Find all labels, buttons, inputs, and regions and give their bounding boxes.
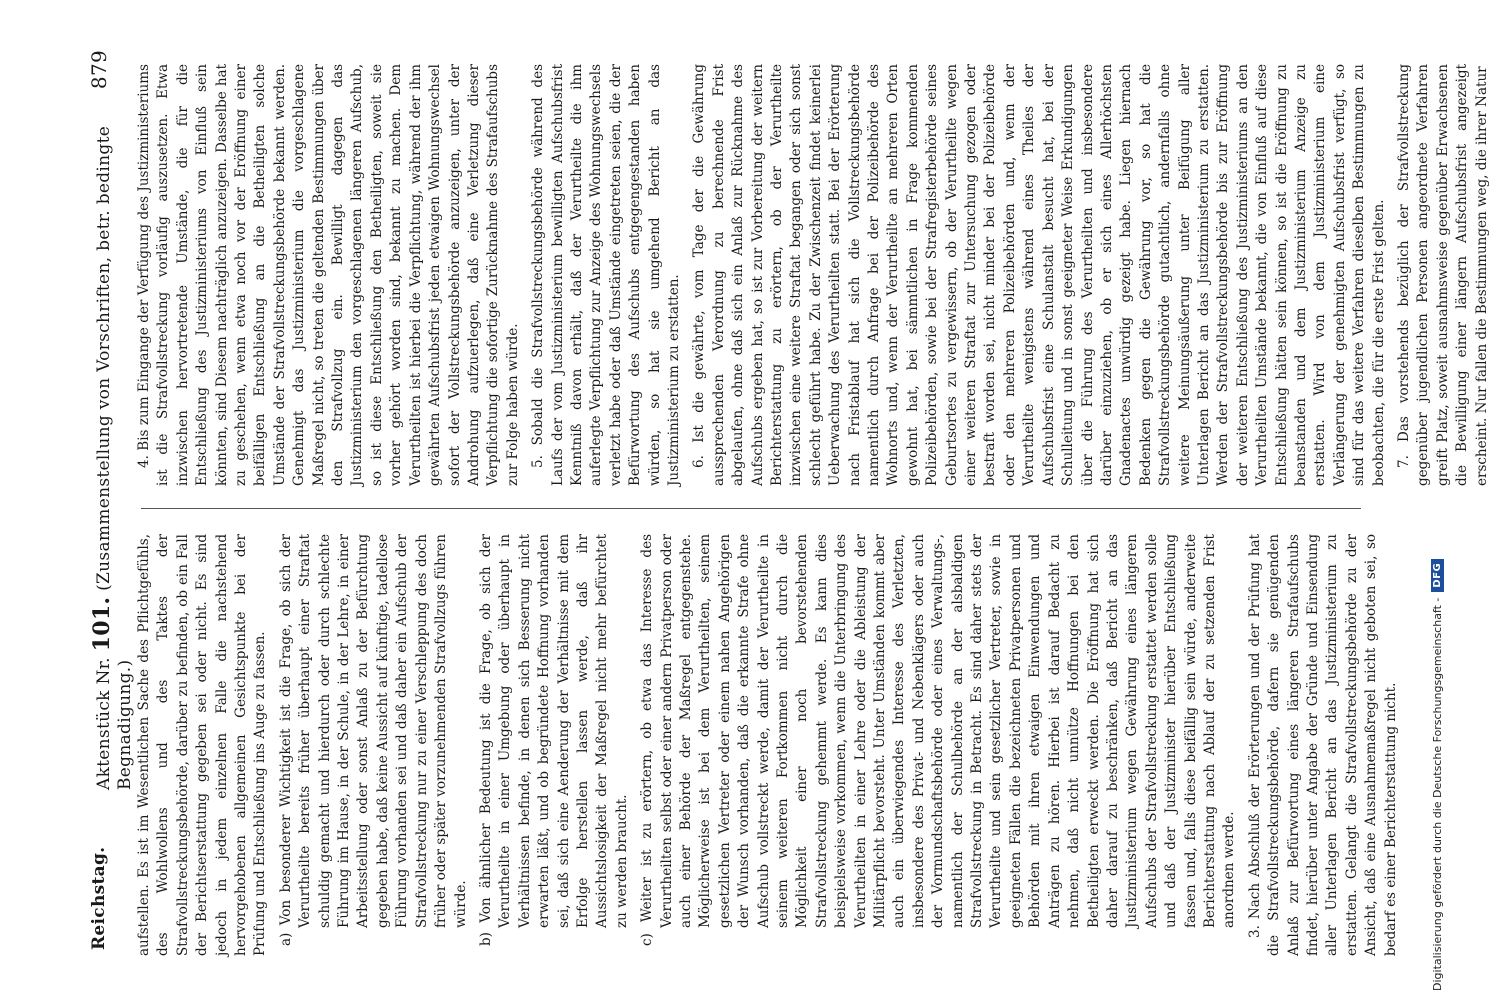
header-prefix: Aktenstück Nr. (94, 657, 114, 790)
document-number: 101. (89, 596, 115, 652)
paragraph-c: c) Weiter ist zu erörtern, ob etwa das Interesse des Verurtheilten selbst oder einer andern Privatperson oder auch einer Behörde der Maßregel entgegenstehe. Möglicherweise ist bei dem Verurtheilten, seinem gesetzlichen Vertreter oder einem nahen Angehörigen der Wunsch vorhanden, daß die erkannte Strafe ohne Aufschub vollstreckt werde, damit der Verurtheilte in seinem weiteren Fortkommen nicht durch die Möglichkeit einer noch bevorstehenden Strafvollstreckung gehemmt werde. Es kann dies beispielsweise vorkommen, wenn die Unterbringung des Verurtheilten in einer Lehre oder die Ableistung der Militärpflicht bevorsteht. Unter Umständen kommt aber auch ein überwiegendes Interesse des Verletzten, insbesondere des Privat- und Nebenklägers oder auch der Vormundschaftsbehörde oder eines Verwaltungs-, namentlich der Schulbehörde an der alsbaldigen Strafvollstreckung in Betracht. Es sind daher stets der Verurtheilte und sein gesetzlicher Vertreter, sowie in geeigneten Fällen die bezeichneten Privatpersonen und Behörden mit ihren etwaigen Einwendungen und Anträgen zu hören. Hierbei ist darauf Bedacht zu nehmen, daß nicht unnütze Hoffnungen bei den Betheiligten erweckt werden. Die Eröffnung hat sich daher darauf zu beschränken, daß Bericht an das Justizministerium wegen Gewährung eines längeren Aufschubs der Strafvollstreckung erstattet werden solle und daß der Justizminister hierüber Entschließung fassen und, falls diese beifällig sein würde, anderweite Berichterstattung nach Ablauf der zu setzenden Frist anordnen werde. (639, 534, 1238, 946)
sidebar-text (1425, 5, 1449, 995)
header-title (89, 50, 135, 790)
funding-credit: Digitalisierung gefördert durch die Deutsche Forschungsgemeinschaft - (1430, 597, 1444, 991)
page-number: 879 (87, 50, 111, 90)
page-header (83, 50, 135, 950)
column-divider (141, 508, 1361, 509)
paragraph-6: 6. Ist die gewährte, vom Tage der die Gewährung aussprechenden Verordnung zu berechnende Frist abgelaufen, ohne daß sich ein Anlaß zur Rücknahme des Aufschubs ergeben hat, so ist zur Vorbereitung der weitern Berichterstattung zu erörtern, ob der Verurtheilte inzwischen eine weitere Straftat begangen oder sich sonst schlecht geführt habe. Zu der Zwischenzeit findet keinerlei Ueberwachung des Verurtheilten statt. Bei der Erörterung nach Fristablauf hat sich die Vollstreckungsbehörde namentlich durch Anfrage bei der Polizeibehörde des Wohnorts und, wenn der Verurtheilte an mehreren Orten gewohnt hat, bei sämmtlichen in Frage kommenden Polizeibehörden, sowie bei der Strafregisterbehörde seines Geburtsortes zu vergewissern, ob der Verurtheilte wegen einer weiteren Straftat zur Untersuchung gezogen oder bestraft worden sei, nicht minder bei der Polizeibehörde oder den mehreren Polizeibehörden und, wenn der Verurtheilte wenigstens während eines Theiles der Aufschubsfrist eine Schulanstalt besucht hat, bei der Schulleitung und in sonst geeigneter Weise Erkundigungen über die Führung des Verurtheilten und insbesondere darüber einzuziehen, ob er sich eines Allerhöchsten Gnadenactes unwürdig gezeigt habe. Liegen hiernach Bedenken gegen die Gewährung vor, so hat die Strafvollstreckungsbehörde gutachtlich, andernfalls ohne weitere Meinungsäußerung unter Beifügung aller Unterlagen Bericht an das Justizministerium zu erstatten. Werden der Strafvollstreckungsbehörde bis zur Eröffnung der weiteren Entschließung des Justizministeriums an den Verurtheilten Umstände bekannt, die von Einfluß auf diese Entschließung hätten sein können, so ist die Eröffnung zu beanstanden und dem Justizministerium Anzeige zu erstatten. Wird von dem Justizministerium eine Verlängerung der genehmigten Aufschubsfrist verfügt, so sind für das weitere Verfahren dieselben Bestimmungen zu beobachten, die für die erste Frist gelten. (691, 64, 1387, 486)
left-column (135, 534, 1407, 956)
paragraph-a: a) Von besonderer Wichtigkeit ist die Frage, ob sich der Verurtheilte bereits früher überhaupt einer Straftat schuldig gemacht und hierdurch oder durch schlechte Führung im Hause, in der Schule, in der Lehre, in einer Arbeitsstellung oder sonst Anlaß zu der Befürchtung gegeben habe, daß keine Aussicht auf künftige, tadellose Führung vorhanden sei und daß daher ein Aufschub der Strafvollstreckung nur zu einer Verschleppung des doch früher oder später vorzunehmenden Strafvollzugs führen würde. (277, 534, 469, 946)
paragraph-5: 5. Sobald die Strafvollstreckungsbehörde während des Laufs der vom Justizministerium bewilligten Aufschubsfrist Kenntniß davon erhält, daß der Verurtheilte die ihm auferlegte Verpflichtung zur Anzeige des Wohnungswechsels verletzt habe oder daß Umstände eingetreten seien, die der Befürwortung des Aufschubs entgegengestanden haben würden, so hat sie umgehend Bericht an das Justizministerium zu erstatten. (530, 64, 682, 486)
paragraph-7: 7. Das vorstehends bezüglich der Strafvollstreckung gegenüber jugendlichen Personen angeordnete Verfahren greift Platz, soweit ausnahmsweise gegenüber Erwachsenen die Bewilligung einer längern Aufschubsfrist angezeigt erscheint. Nur fallen die Bestimmungen weg, die ihrer Natur (1396, 64, 1490, 486)
paragraph-4: 4. Bis zum Eingange der Verfügung des Justizministeriums ist die Strafvollstreckung vorläufig auszusetzen. Etwa inzwischen hervortretende Umstände, die für die Entschließung des Justizministeriums von Einfluß sein könnten, sind Diesem nachträglich anzuzeigen. Dasselbe hat zu geschehen, wenn etwa noch vor der Eröffnung einer beifälligen Entschließung an die Betheiligten solche Umstände der Strafvollstreckungsbehörde bekannt werden. Genehmigt das Justizministerium die vorgeschlagene Maßregel nicht, so treten die geltenden Bestimmungen über den Strafvollzug ein. Bewilligt dagegen das Justizministerium den vorgeschlagenen längeren Aufschub, so ist diese Entschließung den Betheiligten, soweit sie vorher gehört worden sind, bekannt zu machen. Dem Verurtheilten ist hierbei die Verpflichtung, während der ihm gewährten Aufschubsfrist jeden etwaigen Wohnungswechsel sofort der Vollstreckungsbehörde anzuzeigen, unter der Androhung aufzuerlegen, daß eine Verletzung dieser Verpflichtung die sofortige Zurücknahme des Strafaufschubs zur Folge haben würde. (136, 64, 521, 486)
paragraph: aufstellen. Es ist im Wesentlichen Sache des Pflichtgefühls, des Wohlwollens und des Taktes der Strafvollstreckungsbehörde, darüber zu befinden, ob ein Fall der Berichtserstattung gegeben sei oder nicht. Es sind jedoch in jedem einzelnen Falle die nachstehend hervorgehobenen allgemeinen Gesichtspunkte bei der Prüfung und Entschließung ins Auge zu fassen. (136, 534, 269, 956)
paragraph-b: b) Von ähnlicher Bedeutung ist die Frage, ob sich der Verurtheilte in einer Umgebung oder überhaupt in Verhältnissen befinde, in denen sich Besserung nicht erwarten läßt, und ob begründete Hoffnung vorhanden sei, daß sich eine Aenderung der Verhältnisse mit dem Erfolge herstellen lassen werde, daß ihr Aussichtslosigkeit der Maßregel nicht mehr befürchtet zu werden braucht. (477, 534, 630, 946)
header-left: Reichstag. (89, 846, 109, 950)
dfg-logo: DFG (1431, 559, 1444, 592)
digitization-sidebar (1398, 0, 1444, 1000)
header-subtitle: (Zusammenstellung von Vorschriften, betr. bedingte Begnadigung.) (94, 125, 135, 790)
right-column (135, 64, 1498, 486)
paragraph-3: 3. Nach Abschluß der Erörterungen und der Prüfung hat die Strafvollstreckungsbehörde, dafern sie genügenden Anlaß zur Befürwortung eines längeren Strafaufschubs findet, hierüber unter Angabe der Gründe und Einsendung aller Unterlagen Bericht an das Justizministerium zu erstatten. Gelangt die Strafvollstreckungsbehörde zu der Ansicht, daß eine Ausnahmemaßregel nicht geboten sei, so bedarf es einer Berichterstattung nicht. (1246, 534, 1399, 956)
